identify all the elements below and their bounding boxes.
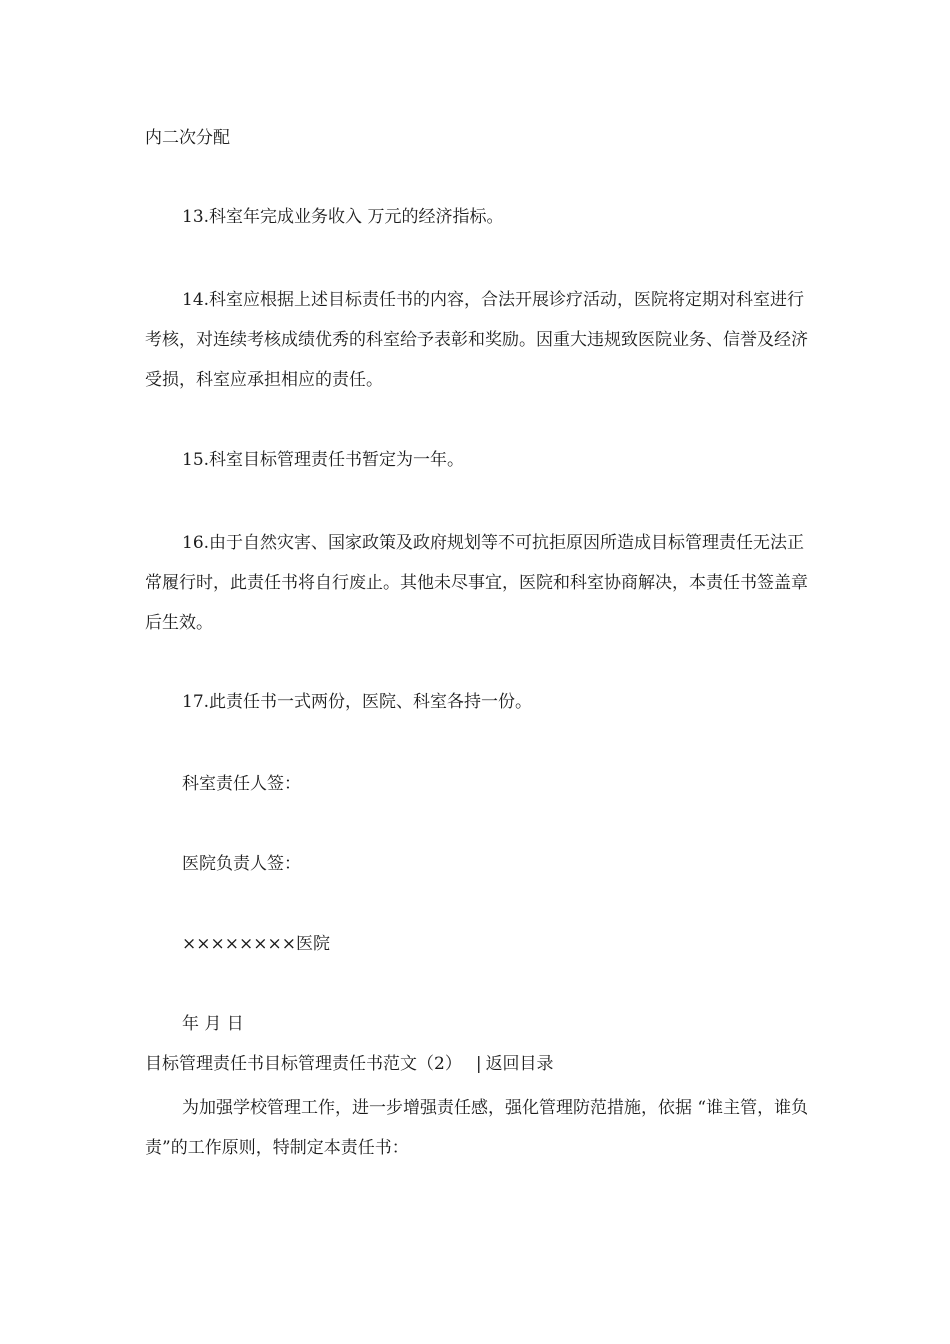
intro-paragraph: 为加强学校管理工作，进一步增强责任感，强化管理防范措施，依据 “谁主管，谁负责”的工作原则，特制定本责任书： [145, 1098, 809, 1158]
item-17: 17.此责任书一式两份，医院、科室各持一份。 [182, 692, 533, 712]
hospital-signature-label: 医院负责人签： [182, 854, 301, 874]
item-16: 16.由于自然灾害、国家政策及政府规划等不可抗拒原因所造成目标管理责任无法正常履行时，此责任书将自行废止。其他未尽事宜，医院和科室协商解决，本责任书签盖章后生效。 [145, 533, 808, 633]
hospital-name: ××××××××医院 [182, 934, 330, 954]
dept-signature-label: 科室责任人签： [182, 774, 301, 794]
date-line: 年 月 日 [182, 1014, 244, 1034]
continuation-text: 内二次分配 [145, 128, 230, 148]
item-13: 13.科室年完成业务收入 万元的经济指标。 [182, 207, 504, 227]
item-14: 14.科室应根据上述目标责任书的内容，合法开展诊疗活动，医院将定期对科室进行考核，对连续考核成绩优秀的科室给予表彰和奖励。因重大违规致医院业务、信誉及经济受损，科室应承担相应的责任。 [145, 290, 808, 390]
back-to-toc-link[interactable]: 返回目录 [485, 1054, 554, 1074]
item-15: 15.科室目标管理责任书暂定为一年。 [182, 450, 465, 470]
heading-separator: | [475, 1054, 482, 1074]
section-heading [145, 1052, 554, 1076]
section-title: 目标管理责任书目标管理责任书范文（2） [145, 1054, 462, 1074]
